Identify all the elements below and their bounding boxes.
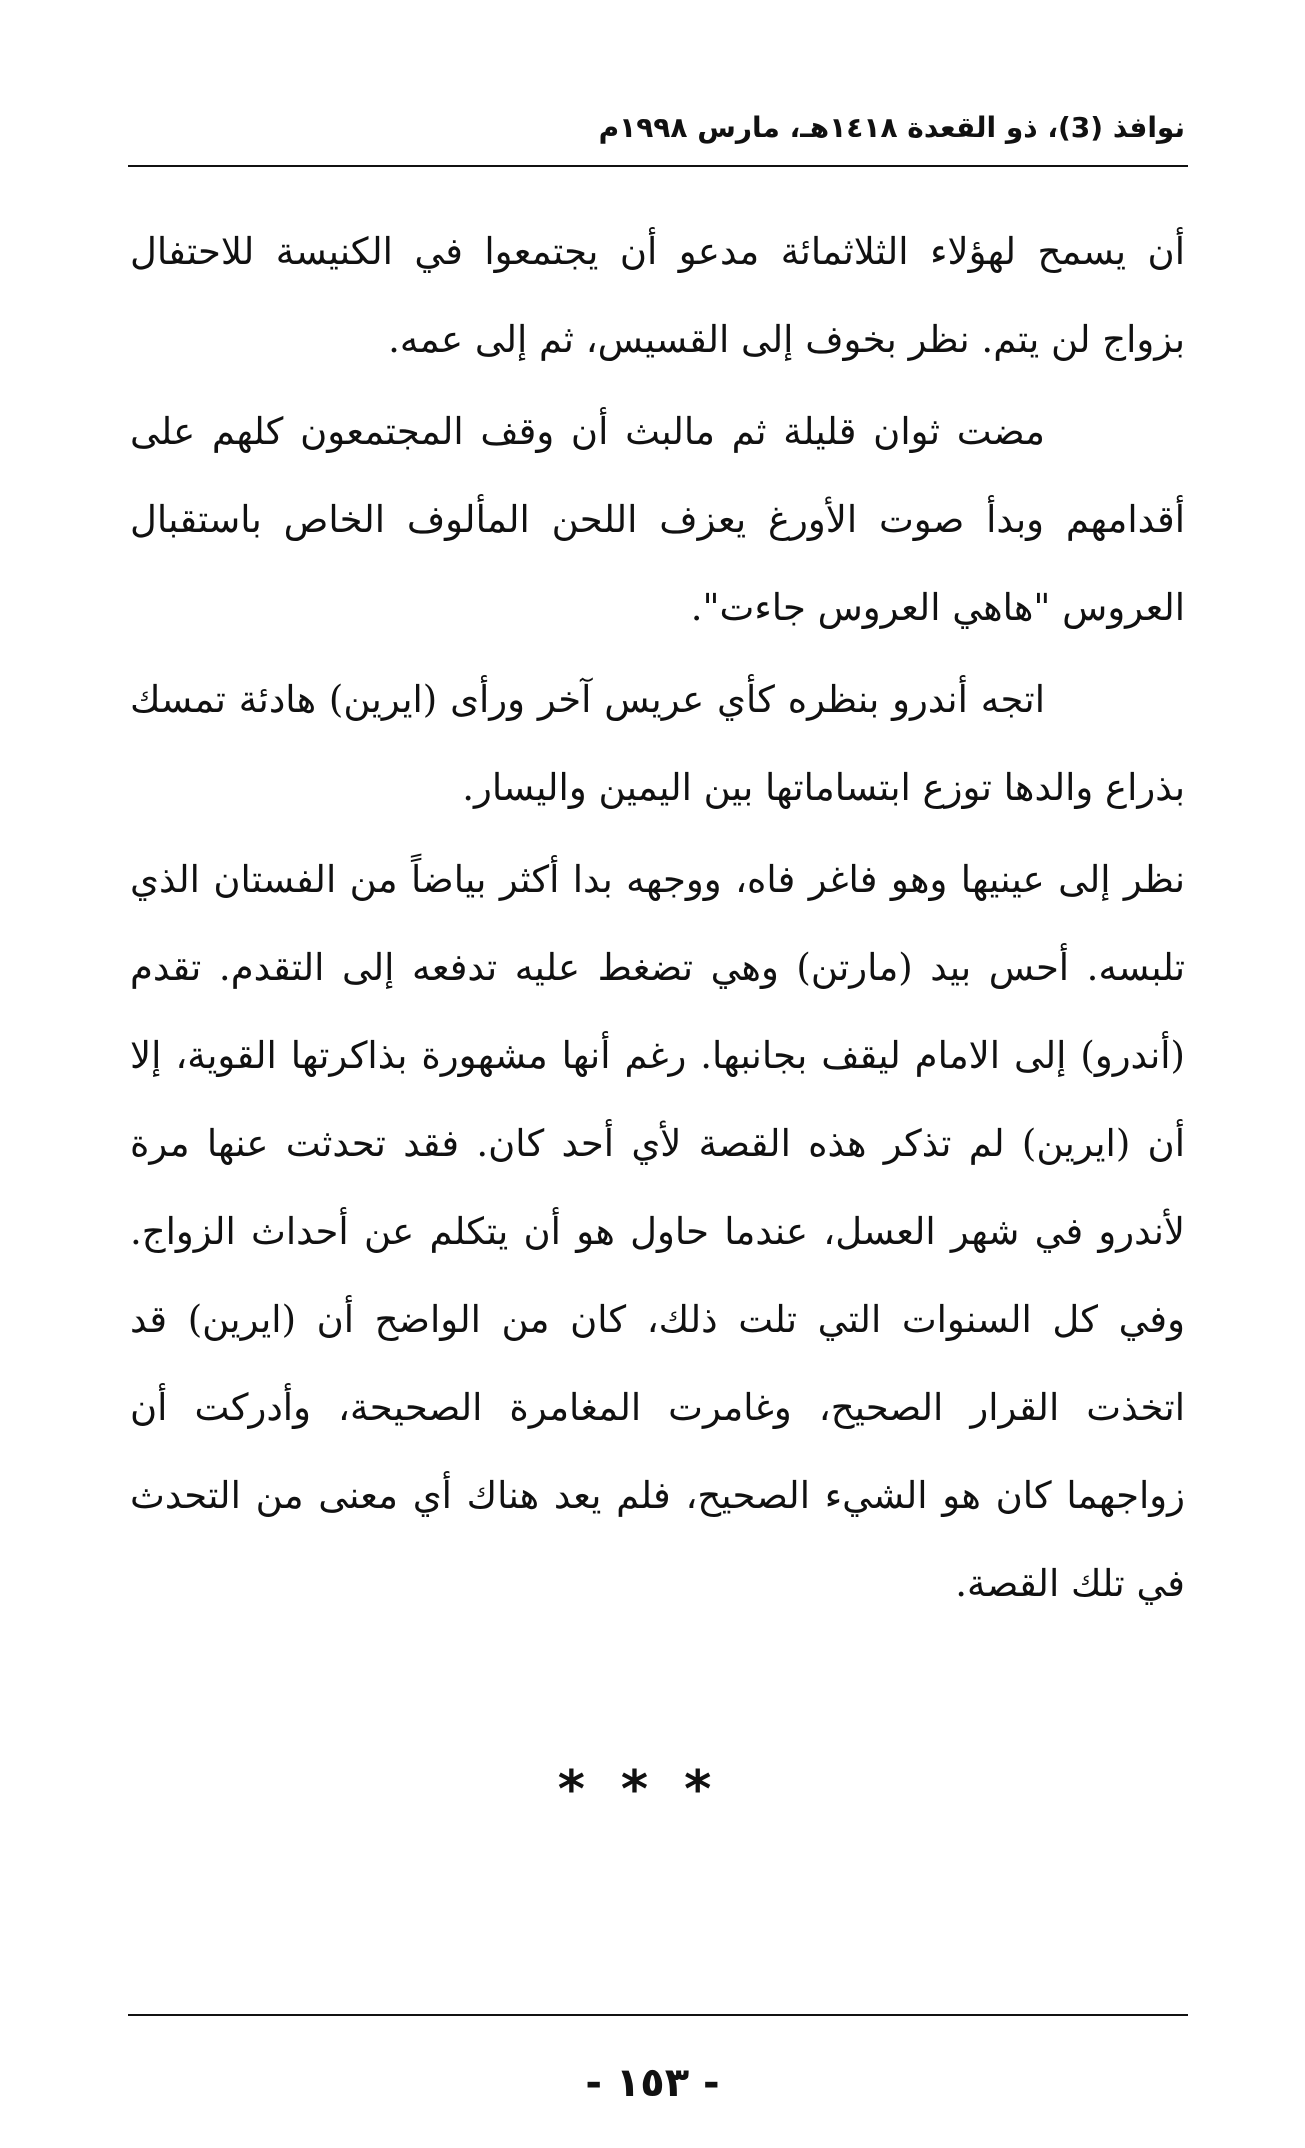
- header-divider: [128, 165, 1188, 167]
- running-header: نوافذ (3)، ذو القعدة ١٤١٨هـ، مارس ١٩٩٨م: [598, 111, 1185, 144]
- section-break-asterisks: ***: [557, 1760, 748, 1820]
- paragraph: أن يسمح لهؤلاء الثلاثمائة مدعو أن يجتمعوا في الكنيسة للاحتفال بزواج لن يتم. نظر بخوف إلى القسيس، ثم إلى عمه.: [130, 230, 1185, 361]
- paragraph: مضت ثوان قليلة ثم مالبث أن وقف المجتمعون كلهم على أقدامهم وبدأ صوت الأورغ يعزف اللحن المألوف الخاص باستقبال العروس "هاهي العروس جاءت".: [130, 410, 1185, 629]
- page-number: - ١٥٣ -: [585, 2060, 720, 2106]
- paragraph: نظر إلى عينيها وهو فاغر فاه، ووجهه بدا أكثر بياضاً من الفستان الذي تلبسه. أحس بيد (مارتن) وهي تضغط عليه تدفعه إلى التقدم. تقدم (أندرو) إلى الامام ليقف بجانبها. رغم أنها مشهورة بذاكرتها القوية، إلا أن (ايرين) لم تذكر هذه القصة لأي أحد كان. فقد تحدثت عنها مرة لأندرو في شهر العسل، عندما حاول هو أن يتكلم عن أحداث الزواج. وفي كل السنوات التي تلت ذلك، كان من الواضح أن (ايرين) قد اتخذت القرار الصحيح، وغامرت المغامرة الصحيحة، وأدركت أن زواجهما كان هو الشيء الصحيح، فلم يعد هناك أي معنى من التحدث في تلك القصة.: [130, 858, 1185, 1605]
- footer-divider: [128, 2014, 1188, 2016]
- page-body: [130, 208, 1185, 1628]
- paragraph: اتجه أندرو بنظره كأي عريس آخر ورأى (ايرين) هادئة تمسك بذراع والدها توزع ابتساماتها بين اليمين واليسار.: [130, 678, 1185, 809]
